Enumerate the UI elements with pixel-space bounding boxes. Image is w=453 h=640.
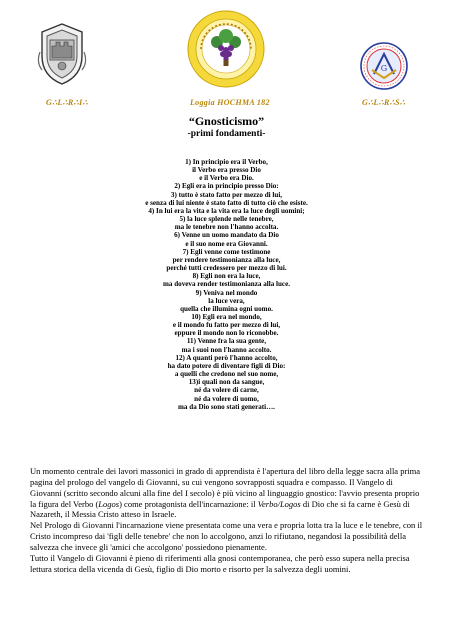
document-title: “Gnosticismo” bbox=[188, 114, 265, 128]
verse-line: 4) In lui era la vita e la vita era la luce degli uomini; bbox=[148, 206, 305, 215]
verse-line: 9) Veniva nel mondo bbox=[195, 288, 258, 297]
verse-line: a quelli che credono nel suo nome, bbox=[174, 370, 279, 379]
verse-line: e il Verbo era Dio. bbox=[199, 174, 254, 183]
verse-line: eppure il mondo non lo riconobbe. bbox=[174, 329, 279, 338]
verse-line: e il mondo fu fatto per mezzo di lui, bbox=[172, 321, 281, 330]
verse-line: 8) Egli non era la luce, bbox=[192, 272, 261, 281]
verse-line: 6) Venne un uomo mandato da Dio bbox=[174, 231, 279, 240]
verse-line: 5) la luce splende nelle tenebre, bbox=[179, 215, 274, 224]
verse-line: per rendere testimonianza alla luce, bbox=[172, 255, 281, 264]
svg-text:G: G bbox=[380, 64, 388, 73]
verse-line: 11) Venne fra la sua gente, bbox=[186, 337, 267, 346]
verse-line: ma da Dio sono stati generati…. bbox=[178, 402, 275, 411]
masonic-seal-icon bbox=[360, 42, 408, 90]
verse-line: 1) In principio era il Verbo, bbox=[185, 158, 268, 166]
verse-line: e il suo nome era Giovanni. bbox=[185, 239, 268, 248]
verse-line: la luce vera, bbox=[208, 296, 245, 305]
verse-line: 12) A quanti però l'hanno accolto, bbox=[175, 353, 278, 362]
paragraph-3: Tutto il Vangelo di Giovanni è pieno di riferimenti alla gnosi contemporanea, che però esso supera nella precisa lettura storica della vicenda di Gesù, figlio di Dio morto e risorto per la salvezza degli uomini. bbox=[30, 552, 410, 574]
verse-line: ma doveva render testimonianza alla luce. bbox=[162, 280, 291, 289]
document-subtitle: -primi fondamenti- bbox=[187, 129, 266, 139]
paragraph-1: Un momento centrale dei lavori massonici in grado di apprendista è l'apertura del libro della legge sacra alla prima pagina del prologo del vangelo di Giovanni, su cui vengono sovrapposti squadra e compasso. Il Vangelo di Giovanni (scritto secondo alcuni alla fine del I secolo) è più vicino al linguaggio gnostico: l'avvio presenta proprio la figura del Verbo (Logos) come protagonista dell'incarnazione: il Verbo/Logos di Dio che si fa carne è Gesù di Nazareth, il Messia Cristo atteso in Israele. bbox=[30, 466, 421, 520]
verse-line: né da volere di carne, bbox=[194, 386, 259, 395]
prologue-verses bbox=[0, 158, 453, 411]
verse-line: ma i suoi non l'hanno accolto. bbox=[181, 345, 272, 354]
letterhead bbox=[0, 98, 453, 112]
verse-line: 2) Egli era in principio presso Dio: bbox=[174, 182, 279, 191]
right-obedience-label: G∴L∴R∴S∴ bbox=[362, 98, 406, 107]
lodge-name-label: Loggia HOCHMA 182 bbox=[190, 98, 270, 107]
verse-line: 10) Egli era nel mondo, bbox=[191, 312, 262, 321]
verse-line: né da volere di uomo, bbox=[194, 394, 259, 403]
verse-line: quella che illumina ogni uomo. bbox=[180, 304, 273, 313]
verse-line: il Verbo era presso Dio bbox=[192, 166, 261, 175]
paragraph-2: Nel Prologo di Giovanni l'incarnazione viene presentata come una vera e propria lotta tra la luce e le tenebre, con il Cristo incompreso dai 'figli delle tenebre' che non lo accolgono, anzi lo rifiutano, negandosi la possibilità della salvezza che invece gli 'amici che accolgono' possiedono pienamente. bbox=[30, 520, 423, 552]
left-obedience-label: G∴L∴R∴I∴ bbox=[46, 98, 88, 107]
lodge-seal-icon bbox=[187, 10, 265, 88]
verse-line: ha dato potere di diventare figli di Dio: bbox=[167, 361, 286, 370]
verse-line: 13)i quali non da sangue, bbox=[188, 378, 265, 387]
crest-emblem-icon bbox=[36, 22, 88, 86]
body-text bbox=[30, 466, 426, 574]
verse-line: perché tutti credessero per mezzo di lui. bbox=[166, 264, 287, 273]
verse-line: 7) Egli venne come testimone bbox=[182, 247, 271, 256]
verse-line: e senza di lui niente è stato fatto di tutto ciò che esiste. bbox=[145, 198, 308, 207]
verse-line: 3) tutto è stato fatto per mezzo di lui, bbox=[170, 190, 283, 199]
verse-line: ma le tenebre non l'hanno accolta. bbox=[174, 223, 279, 232]
